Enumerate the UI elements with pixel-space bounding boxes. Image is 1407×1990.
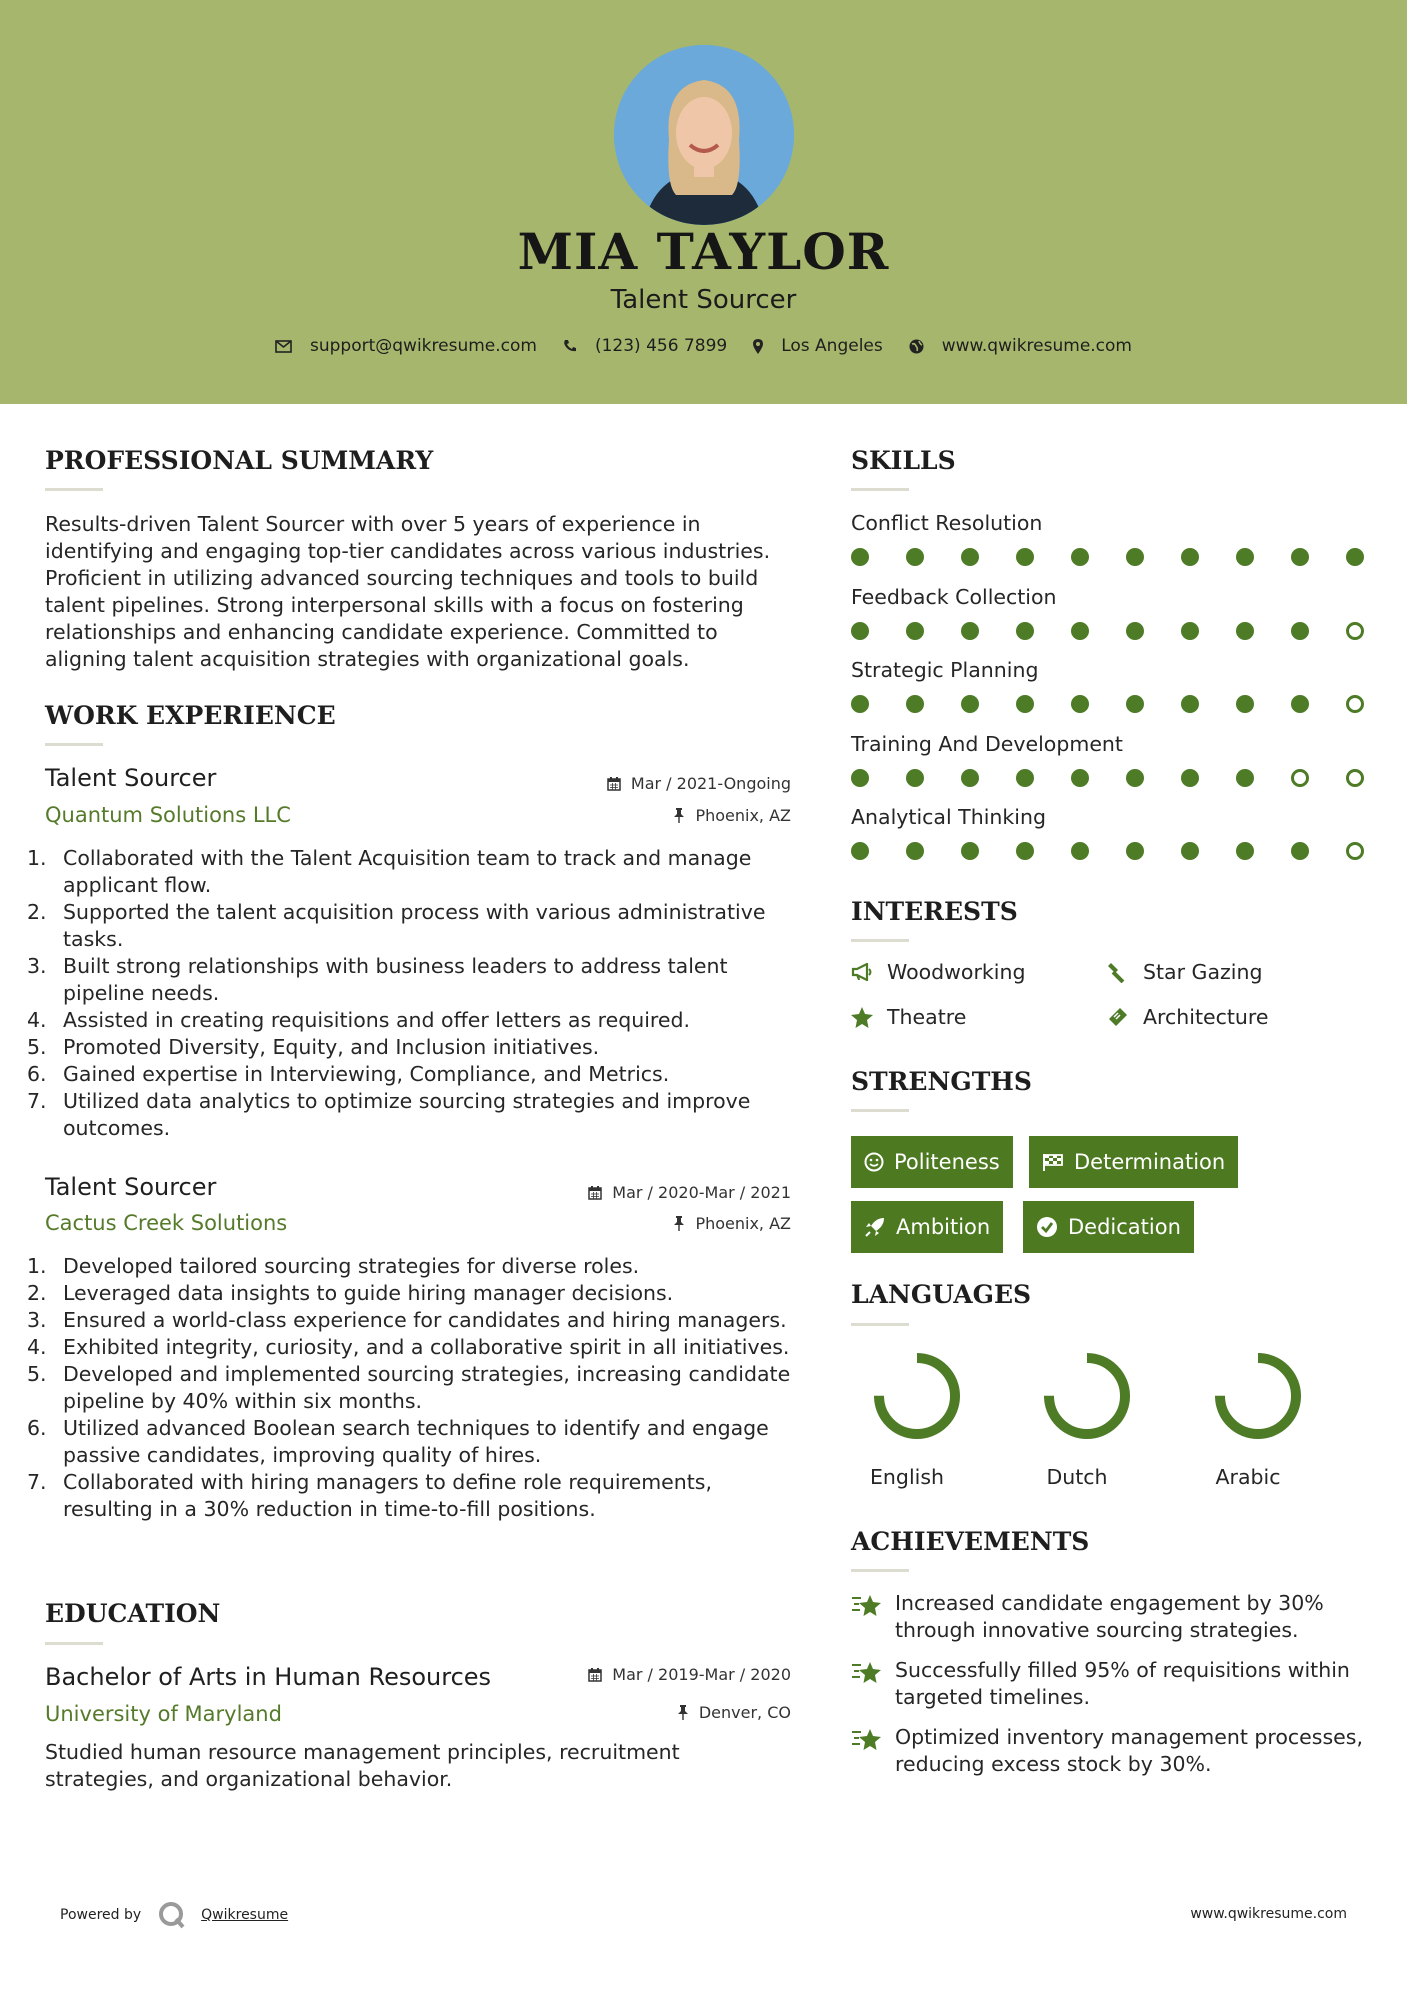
rating-dot-filled [1291, 842, 1309, 860]
candidate-name: MIA TAYLOR [517, 222, 890, 281]
rating-dot-filled [1181, 622, 1199, 640]
smile-icon [864, 1152, 884, 1172]
rating-dot-filled [906, 842, 924, 860]
rating-dot-filled [961, 769, 979, 787]
contact-phone[interactable] [563, 336, 727, 356]
check-circle-icon [1036, 1216, 1058, 1238]
interest-star-gazing: Star Gazing [1107, 960, 1262, 984]
job-location [673, 806, 791, 825]
summary-heading: PROFESSIONAL SUMMARY [45, 446, 434, 475]
rocket-icon [864, 1216, 886, 1238]
job-dates-text: Mar / 2020-Mar / 2021 [612, 1183, 791, 1202]
job-dates [607, 774, 791, 793]
email-text: support@qwikresume.com [310, 336, 537, 356]
rating-dot-filled [851, 769, 869, 787]
globe-icon [909, 339, 924, 354]
education-description: Studied human resource management principles, recruitment strategies, and organizational behavior. [45, 1740, 680, 1791]
rating-dot-empty [1346, 842, 1364, 860]
brand-link[interactable]: Qwikresume [201, 1907, 289, 1923]
rating-dot-filled [1071, 842, 1089, 860]
rating-dot-filled [1126, 769, 1144, 787]
list-item: 7. Utilized data analytics to optimize sourcing strategies and improve outcomes. [27, 1089, 751, 1140]
languages-heading: LANGUAGES [851, 1280, 1032, 1309]
skill-label: Feedback Collection [851, 584, 1057, 609]
job-title: Talent Sourcer [45, 1173, 217, 1201]
interest-architecture: Architecture [1107, 1005, 1269, 1029]
rating-dot-filled [1126, 622, 1144, 640]
achievements-underline [851, 1569, 909, 1572]
rating-dot-filled [1126, 548, 1144, 566]
contact-email[interactable] [275, 336, 537, 356]
education-dates [588, 1665, 791, 1684]
rating-dot-filled [1236, 622, 1254, 640]
language-level-arc [1049, 1358, 1125, 1434]
strengths-underline [851, 1109, 909, 1112]
flag-icon [1042, 1153, 1064, 1171]
list-item: 5. Promoted Diversity, Equity, and Inclusion initiatives. [27, 1035, 600, 1059]
rating-dot-filled [851, 695, 869, 713]
footer-powered-by [60, 1900, 288, 1930]
skills-heading: SKILLS [851, 446, 956, 475]
rating-dot-filled [1236, 842, 1254, 860]
rating-dot-filled [1181, 769, 1199, 787]
rating-dot-filled [1016, 842, 1034, 860]
interest-woodworking: Woodworking [851, 960, 1025, 984]
rating-dot-filled [961, 622, 979, 640]
rating-dot-filled [1071, 548, 1089, 566]
experience-underline [45, 743, 103, 746]
phone-icon [563, 339, 577, 353]
job-responsibilities [27, 1253, 795, 1523]
skill-rating [851, 622, 1401, 640]
pushpin-icon [677, 1705, 689, 1720]
star-award-icon [851, 1726, 883, 1754]
list-item: 4. Exhibited integrity, curiosity, and a collaborative spirit in all initiatives. [27, 1335, 790, 1359]
phone-text: (123) 456 7899 [594, 336, 728, 356]
achievements-heading: ACHIEVEMENTS [851, 1527, 1090, 1556]
rating-dot-filled [1016, 769, 1034, 787]
language-ring [1037, 1346, 1137, 1446]
rating-dot-filled [851, 548, 869, 566]
skill-label: Training And Development [851, 731, 1123, 756]
experience-heading: WORK EXPERIENCE [45, 701, 336, 730]
job-dates [588, 1183, 791, 1202]
company-name: Cactus Creek Solutions [45, 1211, 288, 1235]
contact-location [753, 336, 883, 356]
ticket-icon [1107, 1006, 1129, 1028]
rating-dot-filled [1016, 548, 1034, 566]
rating-dot-filled [1291, 622, 1309, 640]
rating-dot-filled [1016, 695, 1034, 713]
calendar-icon [588, 1667, 602, 1682]
list-item: 3. Ensured a world-class experience for candidates and hiring managers. [27, 1308, 787, 1332]
strength-badge-dedication: Dedication [1023, 1201, 1194, 1253]
language-label: English [869, 1465, 945, 1489]
rating-dot-empty [1346, 622, 1364, 640]
job-location-text: Phoenix, AZ [695, 1214, 791, 1233]
location-text: Los Angeles [781, 336, 883, 356]
job-location-text: Phoenix, AZ [695, 806, 791, 825]
education-location-text: Denver, CO [698, 1703, 791, 1722]
interests-underline [851, 939, 909, 942]
powered-by-text: Powered by [60, 1907, 142, 1923]
skills-underline [851, 488, 909, 491]
skill-label: Strategic Planning [851, 658, 1039, 682]
summary-text: Results-driven Talent Sourcer with over 5 years of experience in identifying and engaging top-tier candidates across various industries. Proficient in utilizing advanced sourcing techniques and tools to build talent pipelines. Strong interpersonal skills with a focus on fostering relationships and enhancing candidate experience. Committed to aligning talent acquisition strategies with organizational goals. [45, 512, 771, 671]
rating-dot-filled [851, 622, 869, 640]
pushpin-icon [673, 1216, 685, 1231]
education-heading: EDUCATION [45, 1599, 221, 1628]
rating-dot-empty [1291, 769, 1309, 787]
list-item: 7. Collaborated with hiring managers to define role requirements, resulting in a 30% reduction in time-to-fill positions. [27, 1470, 713, 1521]
rating-dot-empty [1346, 695, 1364, 713]
candidate-title: Talent Sourcer [610, 285, 797, 315]
rating-dot-filled [1346, 548, 1364, 566]
rating-dot-filled [1071, 622, 1089, 640]
rating-dot-filled [1016, 622, 1034, 640]
achievement-item: Increased candidate engagement by 30% through innovative sourcing strategies. [851, 1590, 1371, 1644]
strength-badge-ambition: Ambition [851, 1201, 1003, 1253]
language-ring [867, 1346, 967, 1446]
skill-rating [851, 769, 1401, 787]
list-item: 1. Developed tailored sourcing strategies for diverse roles. [27, 1254, 640, 1278]
list-item: 6. Gained expertise in Interviewing, Compliance, and Metrics. [27, 1062, 670, 1086]
skill-rating [851, 548, 1401, 566]
list-item: 3. Built strong relationships with business leaders to address talent pipeline needs. [27, 954, 728, 1005]
interests-heading: INTERESTS [851, 897, 1018, 926]
rating-dot-filled [851, 842, 869, 860]
profile-photo [614, 45, 794, 225]
header-banner [0, 0, 1407, 404]
job-responsibilities [27, 845, 795, 1142]
summary-underline [45, 488, 103, 491]
list-item: 2. Supported the talent acquisition process with various administrative tasks. [27, 900, 766, 951]
rating-dot-empty [1346, 769, 1364, 787]
skill-label: Analytical Thinking [851, 805, 1046, 829]
job-dates-text: Mar / 2021-Ongoing [630, 774, 791, 793]
rating-dot-filled [1181, 842, 1199, 860]
languages-underline [851, 1323, 909, 1326]
rating-dot-filled [1236, 769, 1254, 787]
rating-dot-filled [1181, 695, 1199, 713]
company-name: Quantum Solutions LLC [45, 803, 291, 827]
footer-website[interactable]: www.qwikresume.com [1190, 1906, 1347, 1922]
rating-dot-filled [906, 622, 924, 640]
contact-website[interactable] [909, 336, 1132, 356]
rating-dot-filled [961, 695, 979, 713]
rating-dot-filled [1291, 695, 1309, 713]
qwikresume-logo-icon [157, 1900, 187, 1930]
list-item: 6. Utilized advanced Boolean search techniques to identify and engage passive candidates, improving quality of hires. [27, 1416, 769, 1467]
language-gauge [857, 1346, 977, 1450]
job-title: Talent Sourcer [45, 764, 217, 792]
rating-dot-filled [961, 842, 979, 860]
list-item: 1. Collaborated with the Talent Acquisition team to track and manage applicant flow. [27, 846, 752, 897]
envelope-icon [275, 340, 292, 353]
calendar-icon [588, 1185, 602, 1200]
achievement-item: Optimized inventory management processes, reducing excess stock by 30%. [851, 1724, 1371, 1778]
language-ring [1208, 1346, 1308, 1446]
language-label: Arabic [1215, 1465, 1281, 1489]
education-dates-text: Mar / 2019-Mar / 2020 [612, 1665, 791, 1684]
calendar-icon [607, 776, 621, 791]
strengths-heading: STRENGTHS [851, 1067, 1032, 1096]
rating-dot-filled [906, 769, 924, 787]
list-item: 4. Assisted in creating requisitions and offer letters as required. [27, 1008, 691, 1032]
map-pin-icon [753, 339, 763, 354]
website-text: www.qwikresume.com [941, 336, 1132, 356]
education-underline [45, 1642, 103, 1645]
star-award-icon [851, 1592, 883, 1620]
pushpin-icon [673, 808, 685, 823]
language-label: Dutch [1046, 1465, 1108, 1489]
job-location [673, 1214, 791, 1233]
skill-label: Conflict Resolution [851, 511, 1043, 535]
rating-dot-filled [1126, 695, 1144, 713]
rating-dot-filled [906, 695, 924, 713]
language-gauge [1198, 1346, 1318, 1450]
language-level-arc [1220, 1358, 1296, 1434]
list-item: 5. Developed and implemented sourcing strategies, increasing candidate pipeline by 40% within six months. [27, 1362, 791, 1413]
list-item: 2. Leveraged data insights to guide hiring manager decisions. [27, 1281, 674, 1305]
strength-badge-determination: Determination [1029, 1136, 1238, 1188]
rating-dot-filled [961, 548, 979, 566]
megaphone-icon [851, 963, 873, 981]
star-award-icon [851, 1659, 883, 1687]
rating-dot-filled [1181, 548, 1199, 566]
rating-dot-filled [1236, 548, 1254, 566]
rating-dot-filled [1236, 695, 1254, 713]
skill-rating [851, 695, 1401, 713]
education-location [677, 1703, 791, 1722]
rating-dot-filled [1126, 842, 1144, 860]
strength-badge-politeness: Politeness [851, 1136, 1013, 1188]
skill-rating [851, 842, 1401, 860]
contact-bar [0, 336, 1407, 356]
rating-dot-filled [906, 548, 924, 566]
degree-title: Bachelor of Arts in Human Resources [45, 1663, 492, 1691]
rating-dot-filled [1071, 769, 1089, 787]
gavel-icon [1107, 961, 1129, 983]
rating-dot-filled [1291, 548, 1309, 566]
star-icon [851, 1007, 873, 1028]
achievement-item: Successfully filled 95% of requisitions within targeted timelines. [851, 1657, 1371, 1711]
language-gauge [1027, 1346, 1147, 1450]
rating-dot-filled [1071, 695, 1089, 713]
language-level-arc [879, 1358, 955, 1434]
school-name: University of Maryland [45, 1702, 282, 1726]
interest-theatre: Theatre [851, 1005, 966, 1029]
